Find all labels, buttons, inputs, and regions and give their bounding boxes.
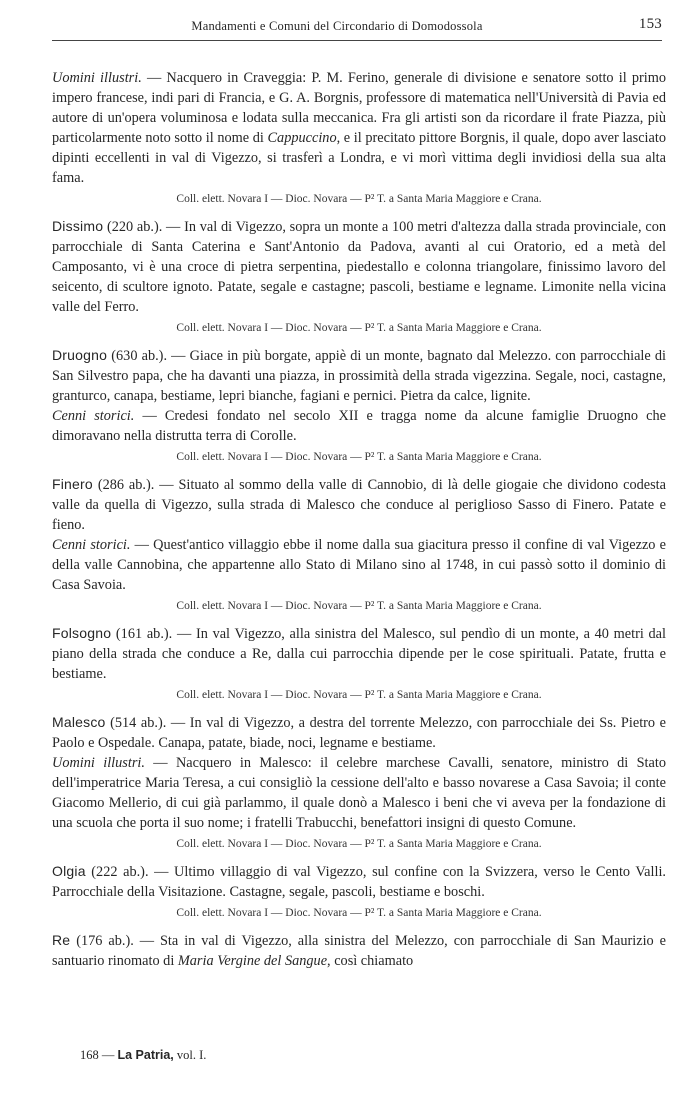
population: (286 ab.) <box>97 477 151 493</box>
paragraph-text: — Credesi fondato nel secolo XII e tragga nome da alcune famiglie Druogno che dimoravano nella distrutta terra di Corolle. <box>52 408 666 444</box>
paragraph <box>52 68 666 188</box>
paragraph-text: . — In val di Vigezzo, a destra del torrente Melezzo, con parrocchiale dei Ss. Pietro e Paolo e Ospedale. Canapa, patate, biade, noci, legname e bestiame. <box>52 715 667 751</box>
admin-line: Coll. elett. Novara I — Dioc. Novara — P² T. a Santa Maria Maggiore e Crana. <box>176 193 542 205</box>
place-name: Folsogno <box>52 625 112 641</box>
paragraph-text: . — Ultimo villaggio di val Vigezzo, sul confine con la Svizzera, verso le Cento Valli. Parrocchiale della Visitazione. Castagne, segale, pascoli, bestiame e boschi. <box>52 864 666 900</box>
population: (514 ab.) <box>110 715 163 731</box>
page-number: 153 <box>638 16 662 32</box>
entry-dissimo <box>52 216 666 337</box>
place-name: Druogno <box>52 347 108 363</box>
entry-finero <box>52 474 666 615</box>
volume-label: vol. I. <box>176 1048 207 1062</box>
entry-olgia <box>52 861 666 922</box>
place-name: Malesco <box>52 714 106 730</box>
admin-line: Coll. elett. Novara I — Dioc. Novara — P² T. a Santa Maria Maggiore e Crana. <box>176 322 542 334</box>
paragraph-text: — Nacquero in Craveggia: P. M. Ferino, generale di divisione e senatore sotto il primo impero francese, indi pari di Francia, e G. A. Borgnis, professore di matematica nell'Università di Pavia ed autore di un'opera voluminosa e lodata sulla meccanica. Fra gli artisti son da ricordare il frate Piazza, più particolarmente noto sotto il nome di <box>52 70 666 146</box>
italic-term: Cappuccino <box>267 130 337 146</box>
entry-druogno <box>52 345 666 466</box>
section-label: Uomini illustri. <box>52 70 142 86</box>
section-label: Uomini illustri. <box>52 755 145 771</box>
place-name: Dissimo <box>52 218 104 234</box>
running-head <box>52 14 662 41</box>
section-label: Cenni storici. <box>52 408 135 424</box>
paragraph <box>52 861 666 902</box>
running-title: Mandamenti e Comuni del Circondario di Domodossola <box>191 19 483 33</box>
paragraph <box>52 216 666 317</box>
place-name: Re <box>52 932 71 948</box>
place-name: Finero <box>52 476 93 492</box>
signature-mark: 168 — <box>80 1048 115 1062</box>
paragraph-text-after: , così chiamato <box>327 953 414 969</box>
paragraph-text-after: , e il precitato pittore Borgnis, il quale, dopo aver lasciato dipinti eccellenti in val di Vigezzo, si trasferì a Londra, e vi morì vittima degli invidiosi della sua alta fama. <box>52 130 666 186</box>
entry-folsogno <box>52 623 666 704</box>
paragraph <box>52 345 666 406</box>
paragraph <box>52 623 666 684</box>
section-label: Cenni storici. <box>52 537 131 553</box>
paragraph-text: . — In val di Vigezzo, sopra un monte a 100 metri d'altezza dalla strada provinciale, con parrocchiale di Santa Caterina e Sant'Antonio da Padova, avanti al cui Oratorio, ed a metà del Camposanto, vi è una croce di pietra serpentina, piedestallo e colonna triangolare, finissimo lavoro del seicento, di scultore ignoto. Patate, segale e castagne; pascoli, bestiame e legname. Limonite nella vicina valle del Ferro. <box>52 219 666 315</box>
paragraph <box>52 930 666 971</box>
admin-line: Coll. elett. Novara I — Dioc. Novara — P² T. a Santa Maria Maggiore e Crana. <box>176 451 542 463</box>
page-footer <box>80 1048 206 1063</box>
entry-malesco <box>52 712 666 853</box>
place-name: Olgia <box>52 863 86 879</box>
admin-line: Coll. elett. Novara I — Dioc. Novara — P² T. a Santa Maria Maggiore e Crana. <box>176 689 542 701</box>
population: (630 ab.) <box>111 348 164 364</box>
paragraph <box>52 753 666 833</box>
paragraph-text: . — Giace in più borgate, appiè di un monte, bagnato dal Melezzo. con parrocchiale di San Silvestro papa, che ha davanti una piazza, in prossimità della strada vigezzina. Segale, noci, castagne, granturco, canapa, bestiame, lepri bianche, fagiani e pernici. Pietra da calce, lignite. <box>52 348 666 404</box>
paragraph-text: . — In val Vigezzo, alla sinistra del Malesco, sul pendìo di un monte, a 40 metri dal piano della strada che conduce a Re, dalla cui parrocchia dipende per le cose spirituali. Patate, frutta e bestiame. <box>52 626 667 682</box>
admin-line: Coll. elett. Novara I — Dioc. Novara — P² T. a Santa Maria Maggiore e Crana. <box>176 600 542 612</box>
population: (161 ab.) <box>115 626 169 642</box>
population: (222 ab.) <box>91 864 145 880</box>
entry-craveggia-continuation <box>52 68 666 208</box>
italic-term: Maria Vergine del Sangue <box>177 953 328 969</box>
population: (220 ab.) <box>106 219 159 235</box>
population: (176 ab.) <box>76 933 131 949</box>
paragraph-text: . — Sta in val di Vigezzo, alla sinistra del Melezzo, con parrocchiale di San Maurizio e santuario rinomato di <box>52 933 666 969</box>
paragraph <box>52 406 666 446</box>
paragraph <box>52 712 666 753</box>
page-content <box>52 68 666 971</box>
paragraph <box>52 535 666 595</box>
paragraph-text: — Nacquero in Malesco: il celebre marchese Cavalli, senatore, ministro di Stato dell'imperatrice Maria Teresa, a cui consigliò la cessione dell'alto e basso novarese a Casa Savoia; il conte Giacomo Mellerio, di cui già parlammo, il quale donò a Malesco i beni che vi aveva per la fondazione di una scuola che porta il suo nome; i fratelli Trabucchi, benefattori insigni di questo Comune. <box>52 755 666 831</box>
entry-re <box>52 930 666 971</box>
paragraph-text: . — Situato al sommo della valle di Cannobio, di là delle giogaie che dividono codesta valle da quella di Vigezzo, sulla strada di Malesco che conduce al periglioso Sasso di Finero. Patate e fieno. <box>52 477 666 533</box>
paragraph <box>52 474 666 535</box>
journal-title: La Patria, <box>117 1048 174 1062</box>
paragraph-text: — Quest'antico villaggio ebbe il nome dalla sua giacitura presso il confine di val Vigezzo e della valle Cannobina, che appartenne allo Stato di Milano sino al 1748, in cui passò sotto il dominio di Casa Savoia. <box>52 537 666 593</box>
admin-line: Coll. elett. Novara I — Dioc. Novara — P² T. a Santa Maria Maggiore e Crana. <box>176 838 542 850</box>
admin-line: Coll. elett. Novara I — Dioc. Novara — P² T. a Santa Maria Maggiore e Crana. <box>176 907 542 919</box>
